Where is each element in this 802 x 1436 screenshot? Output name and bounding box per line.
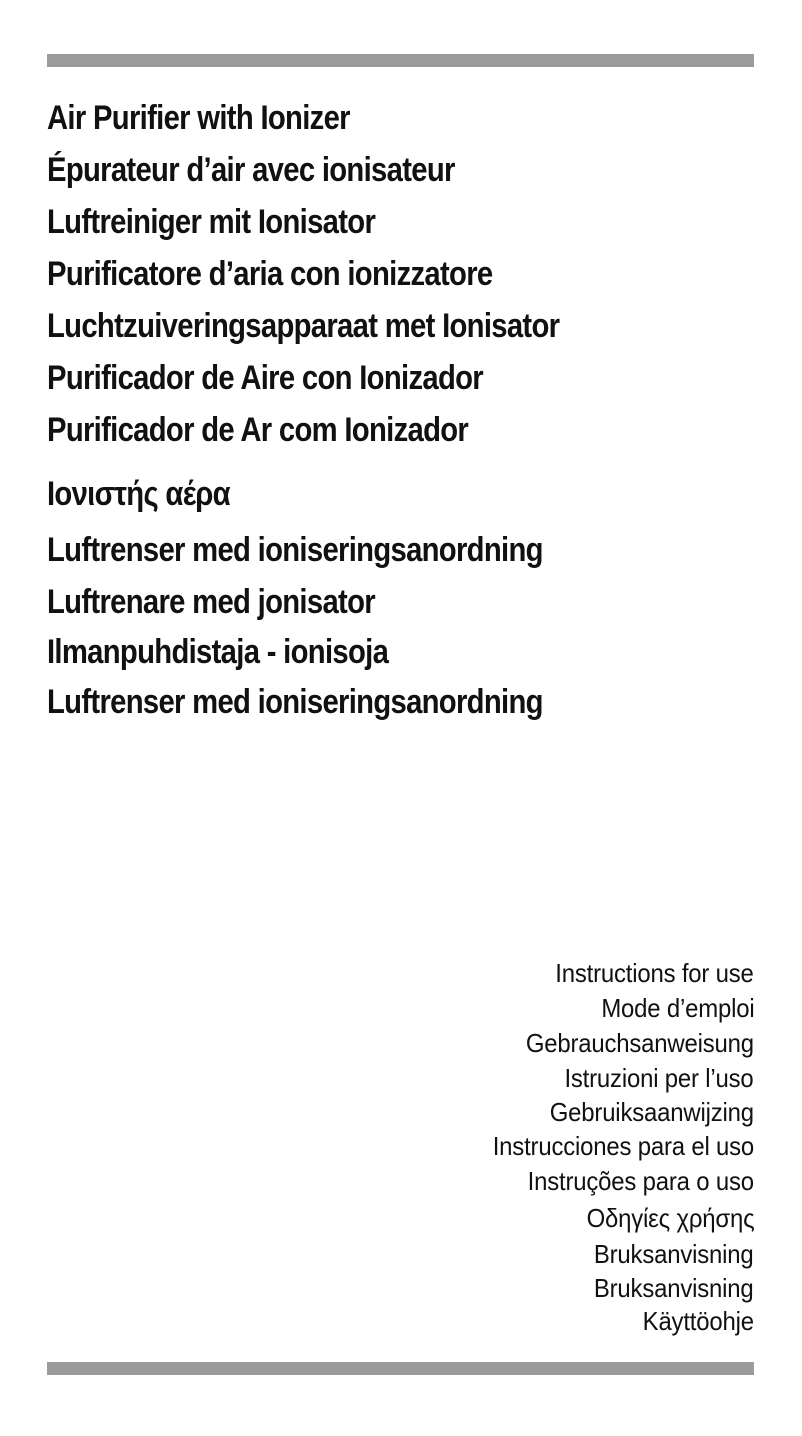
instructions-english: Instructions for use xyxy=(555,958,754,988)
instructions-dutch: Gebruiksaanwijzing xyxy=(549,1097,754,1127)
title-dutch: Luchtzuiveringsapparaat met Ionisator xyxy=(47,307,560,345)
instructions-french: Mode d’emploi xyxy=(600,993,754,1023)
title-greek: Ιονιστής αέρα xyxy=(47,475,230,513)
top-divider xyxy=(47,54,754,67)
title-danish: Luftrenser med ioniseringsanordning xyxy=(47,531,543,569)
title-portuguese: Purificador de Ar com Ionizador xyxy=(47,411,469,449)
title-german: Luftreiniger mit Ionisator xyxy=(47,203,376,241)
instructions-german: Gebrauchsanweisung xyxy=(525,1028,754,1058)
title-spanish: Purificador de Aire con Ionizador xyxy=(47,359,484,397)
title-italian: Purificatore d’aria con ionizzatore xyxy=(47,255,493,293)
title-norwegian: Luftrenser med ioniseringsanordning xyxy=(47,683,543,721)
instructions-danish: Bruksanvisning xyxy=(594,1239,754,1269)
instructions-swedish: Bruksanvisning xyxy=(594,1273,754,1303)
title-finnish: Ilmanpuhdistaja - ionisoja xyxy=(47,633,389,671)
title-french: Épurateur d’air avec ionisateur xyxy=(47,151,455,189)
bottom-divider xyxy=(47,1362,754,1375)
instructions-greek: Οδηγίες χρήσης xyxy=(586,1203,754,1233)
instructions-portuguese: Instruções para o uso xyxy=(527,1166,754,1196)
instructions-finnish: Käyttöohje xyxy=(642,1306,754,1336)
instructions-spanish: Instrucciones para el uso xyxy=(492,1131,754,1161)
title-english: Air Purifier with Ionizer xyxy=(47,99,350,137)
title-swedish: Luftrenare med jonisator xyxy=(47,583,375,621)
instructions-italian: Istruzioni per l’uso xyxy=(564,1063,754,1093)
